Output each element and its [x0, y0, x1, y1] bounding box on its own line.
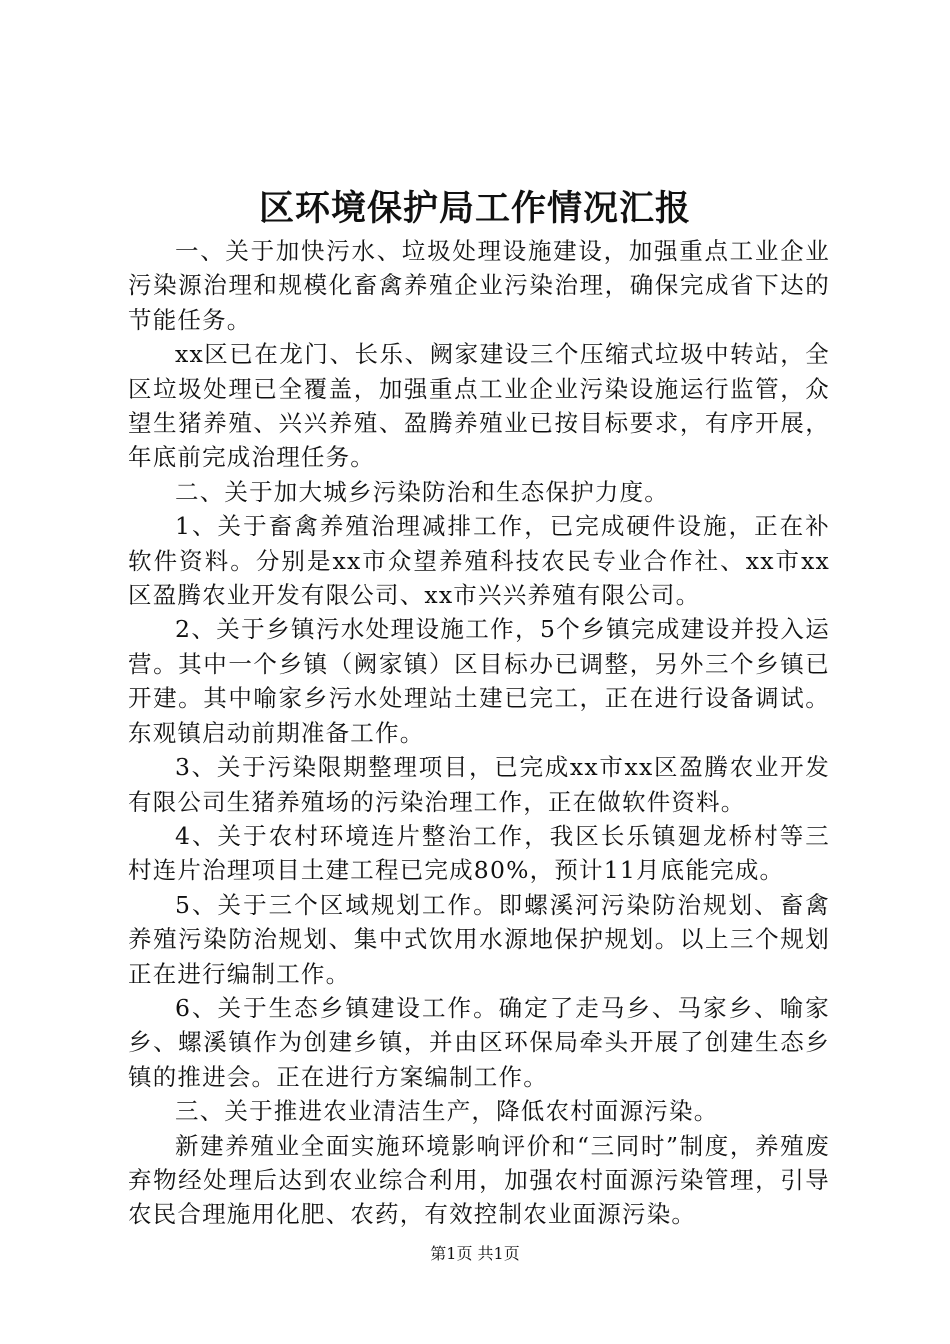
document-title: 区环境保护局工作情况汇报 — [258, 188, 691, 229]
paragraph-clean-production: 新建养殖业全面实施环境影响评价和“三同时”制度，养殖废弃物经处理后达到农业综合利用，加强农村面源污染管理，引导农民合理施用化肥、农药，有效控制农业面源污染。 — [128, 1131, 830, 1229]
page-number-footer: 第1页 共1页 — [430, 1244, 520, 1263]
paragraph-garbage-stations: xx区已在龙门、长乐、阙家建设三个压缩式垃圾中转站，全区垃圾处理已全覆盖，加强重点工业企业污染设施运行监管，众望生猪养殖、兴兴养殖、盈腾养殖业已按目标要求，有序开展，年底前完成治理任务。 — [128, 340, 830, 472]
paragraph-item-4: 4、关于农村环境连片整治工作，我区长乐镇廻龙桥村等三村连片治理项目土建工程已完成80%，预计11月底能完成。 — [128, 821, 830, 885]
document-body — [128, 234, 830, 1232]
paragraph-item-6: 6、关于生态乡镇建设工作。确定了走马乡、马家乡、喻家乡、螺溪镇作为创建乡镇，并由区环保局牵头开展了创建生态乡镇的推进会。正在进行方案编制工作。 — [128, 993, 830, 1091]
paragraph-item-2: 2、关于乡镇污水处理设施工作，5个乡镇完成建设并投入运营。其中一个乡镇（阙家镇）区目标办已调整，另外三个乡镇已开建。其中喻家乡污水处理站土建已完工，正在进行设备调试。东观镇启动前期准备工作。 — [128, 615, 830, 747]
paragraph-item-3: 3、关于污染限期整理项目，已完成xx市xx区盈腾农业开发有限公司生猪养殖场的污染治理工作，正在做软件资料。 — [128, 753, 830, 816]
paragraph-section-1-heading: 一、关于加快污水、垃圾处理设施建设，加强重点工业企业污染源治理和规模化畜禽养殖企业污染治理，确保完成省下达的节能任务。 — [128, 237, 830, 334]
paragraph-item-5: 5、关于三个区域规划工作。即螺溪河污染防治规划、畜禽养殖污染防治规划、集中式饮用水源地保护规划。以上三个规划正在进行编制工作。 — [128, 890, 830, 988]
paragraph-section-2-heading: 二、关于加大城乡污染防治和生态保护力度。 — [175, 477, 669, 506]
paragraph-item-1: 1、关于畜禽养殖治理减排工作，已完成硬件设施，正在补软件资料。分别是xx市众望养殖科技农民专业合作社、xx市xx区盈腾农业开发有限公司、xx市兴兴养殖有限公司。 — [128, 512, 830, 610]
paragraph-section-3-heading: 三、关于推进农业清洁生产，降低农村面源污染。 — [175, 1097, 719, 1126]
